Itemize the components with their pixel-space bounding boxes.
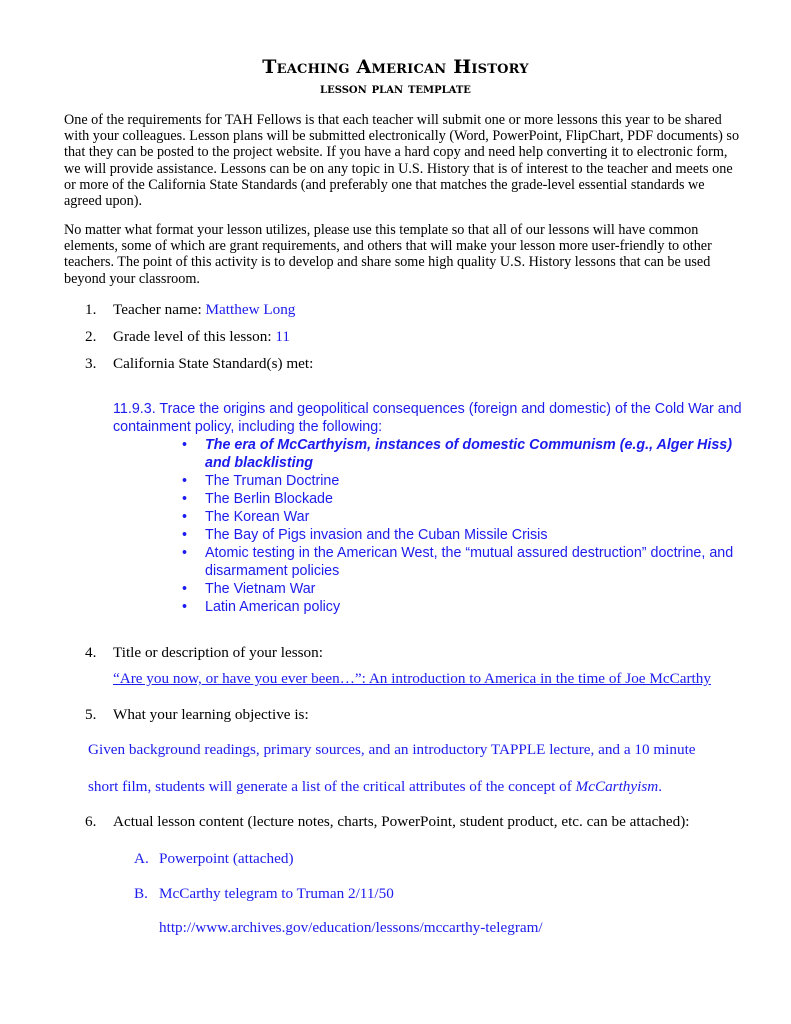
item-number: 4.: [85, 644, 97, 661]
teacher-name-value: Matthew Long: [205, 301, 296, 318]
bullet-text: The Bay of Pigs invasion and the Cuban Missile Crisis: [205, 527, 548, 543]
document-subtitle: lesson plan template: [320, 81, 471, 97]
bullet-text: The Vietnam War: [205, 581, 316, 597]
teacher-name-label: Teacher name:: [113, 301, 202, 318]
list-item: [182, 580, 742, 598]
objective-label: What your learning objective is:: [113, 706, 309, 723]
bullet-text: The Korean War: [205, 509, 310, 525]
standards-label: California State Standard(s) met:: [113, 355, 314, 372]
bullet-icon: •: [182, 437, 188, 453]
standard-bullet-list: [182, 436, 742, 616]
item-number: 6.: [85, 813, 97, 830]
item-number: 1.: [85, 301, 97, 318]
content-item-letter: B.: [134, 885, 148, 902]
bullet-icon: •: [182, 581, 188, 597]
objective-line-2: [88, 778, 748, 796]
bullet-text: Atomic testing in the American West, the “mutual assured destruction” doctrine, and disarmament policies: [205, 545, 734, 579]
bullet-icon: •: [182, 473, 188, 489]
list-item: [182, 436, 742, 472]
intro-paragraph-2: No matter what format your lesson utilizes, please use this template so that all of our lessons will have common elements, some of which are grant requirements, and others that will make your lesson more user-friendly to other teachers. The point of this activity is to develop and share some high quality U.S. History lessons that can be used beyond your classroom.: [64, 222, 712, 287]
grade-level-value: 11: [275, 328, 291, 345]
intro-paragraph-1: One of the requirements for TAH Fellows is that each teacher will submit one or more lessons this year to be shared with your colleagues. Lesson plans will be submitted electronically (Word, PowerPoint, FlipChart, PDF documents) so that they can be posted to the project website. If you have a hard copy and need help converting it to electronic form, we will provide assistance. Lessons can be on any topic in U.S. History that is of interest to the teacher and meets one or more of the California State Standards (and preferably one that matches the grade-level essential standards we agreed upon).: [64, 112, 740, 210]
objective-emphasis: McCarthyism: [575, 778, 659, 795]
list-item: [182, 598, 742, 616]
telegram-url-link[interactable]: http://www.archives.gov/education/lessons/mccarthy-telegram/: [159, 919, 543, 936]
lesson-title-link[interactable]: “Are you now, or have you ever been…”: An introduction to America in the time of Joe McCarthy: [113, 670, 711, 687]
objective-period: .: [658, 778, 663, 795]
item-number: 5.: [85, 706, 97, 723]
bullet-text: The Truman Doctrine: [205, 473, 340, 489]
bullet-icon: •: [182, 491, 188, 507]
content-item-text: Powerpoint (attached): [159, 850, 294, 867]
item-label: [113, 328, 290, 346]
bullet-text: The Berlin Blockade: [205, 491, 333, 507]
bullet-icon: •: [182, 599, 188, 615]
item-number: 2.: [85, 328, 97, 345]
objective-line-1: Given background readings, primary sources, and an introductory TAPPLE lecture, and a 10 minute: [88, 741, 696, 758]
bullet-icon: •: [182, 509, 188, 525]
bullet-icon: •: [182, 527, 188, 543]
content-item-letter: A.: [134, 850, 149, 867]
list-item: [182, 526, 742, 544]
item-label: [113, 301, 295, 319]
list-item: [182, 472, 742, 490]
lesson-title-label: Title or description of your lesson:: [113, 644, 323, 661]
content-item-text: McCarthy telegram to Truman 2/11/50: [159, 885, 394, 902]
lesson-content-label: Actual lesson content (lecture notes, charts, PowerPoint, student product, etc. can be attached):: [113, 813, 690, 830]
list-item: [182, 544, 742, 580]
bullet-text: Latin American policy: [205, 599, 341, 615]
list-item: [182, 490, 742, 508]
item-number: 3.: [85, 355, 97, 372]
objective-text: short film, students will generate a list of the critical attributes of the concept of: [88, 778, 576, 795]
document-title: Teaching American History: [262, 56, 529, 78]
standard-description: 11.9.3. Trace the origins and geopolitical consequences (foreign and domestic) of the Cold War and containment policy, including the following:: [113, 401, 742, 435]
bullet-text: The era of McCarthyism, instances of domestic Communism (e.g., Alger Hiss) and blacklisting: [205, 437, 732, 471]
grade-level-label: Grade level of this lesson:: [113, 328, 272, 345]
list-item: [182, 508, 742, 526]
bullet-icon: •: [182, 545, 188, 561]
